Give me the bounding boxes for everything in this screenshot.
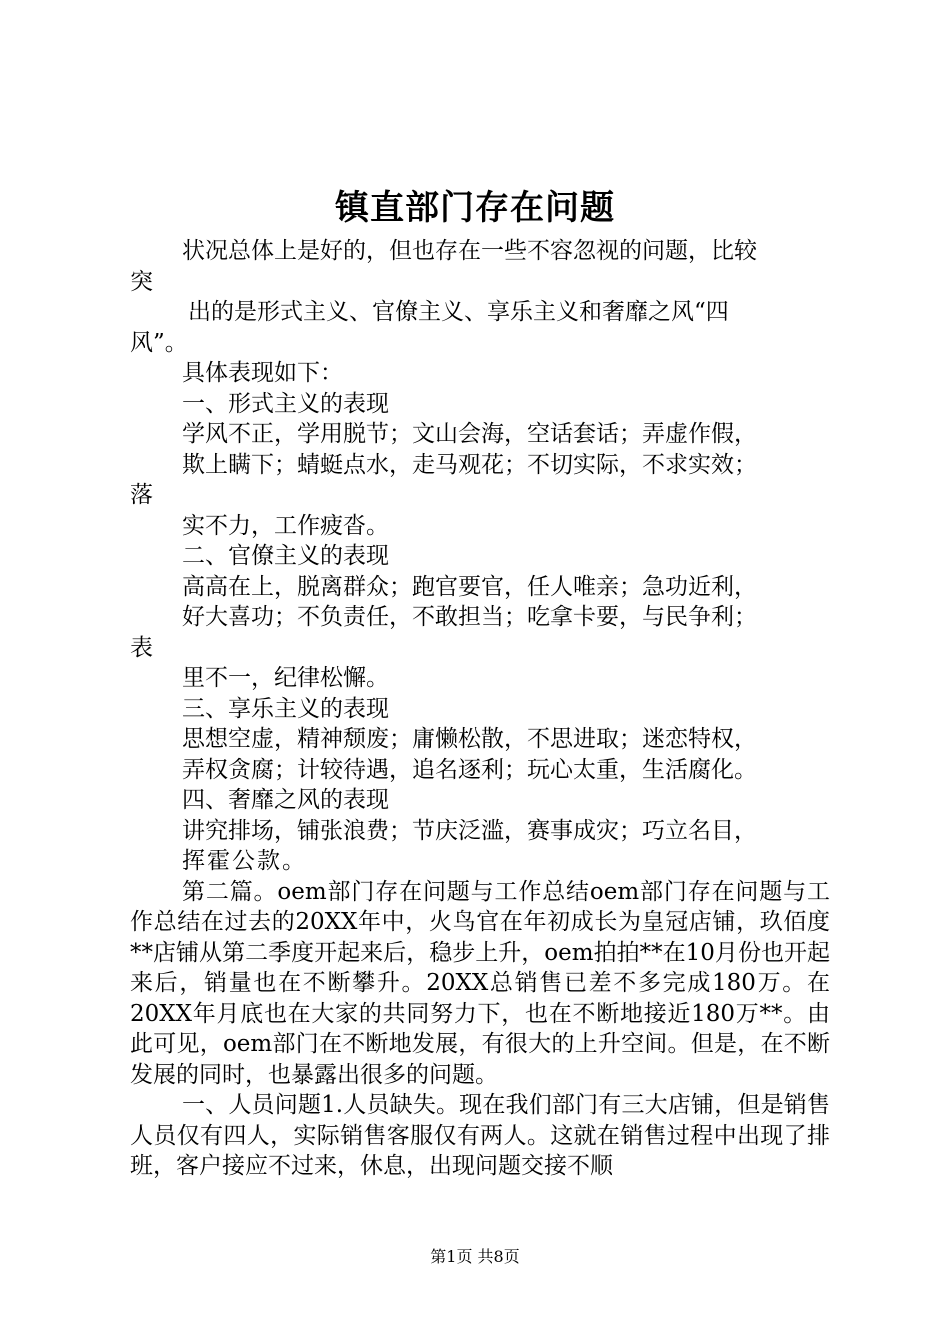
document-title: 镇直部门存在问题: [335, 188, 615, 228]
paragraph-personnel-issue: 一、人员问题1.人员缺失。现在我们部门有三大店铺，但是销售人员仅有四人，实际销售客服仅有两人。这就在销售过程中出现了排班，客户接应不过来，休息，出现问题交接不顺: [130, 1092, 830, 1179]
text-line: 弄权贪腐；计较待遇，追名逐利；玩心太重，生活腐化。: [182, 756, 757, 783]
text-line: 思想空虚，精神颓废；庸懒松散，不思进取；迷恋特权，: [182, 726, 757, 752]
text-line: 里不一，纪律松懈。: [182, 665, 389, 691]
page-footer: 第1页 共8页: [430, 1247, 520, 1266]
text-line: 表: [130, 634, 153, 661]
text-line: 讲究排场，铺张浪费；节庆泛滥，赛事成灾；巧立名目，: [182, 817, 757, 844]
text-line: 突: [130, 268, 153, 295]
section-heading: 二、官僚主义的表现: [182, 543, 389, 569]
paragraph-second-article: 第二篇。oem部门存在问题与工作总结oem部门存在问题与工作总结在过去的20XX年中，火鸟官在年初成长为皇冠店铺，玖佰度**店铺从第二季度开起来后，稳步上升，oem拍拍**在10月份也开起来后，销量也在不断攀升。20XX总销售已差不多完成180万。在20XX年月底也在大家的共同努力下，也在不断地接近180万**。由此可见，oem部门在不断地发展，有很大的上升空间。但是，在不断发展的同时，也暴露出很多的问题。: [130, 878, 830, 1088]
document-body: [130, 236, 830, 1182]
text-line: 状况总体上是好的，但也存在一些不容忽视的问题，比较: [182, 238, 757, 264]
text-line: 落: [130, 482, 153, 508]
text-line: 好大喜功；不负责任，不敢担当；吃拿卡要，与民争利；: [182, 604, 757, 630]
text-line: 欺上瞒下；蜻蜓点水，走马观花；不切实际，不求实效；: [182, 451, 757, 478]
text-line: 风”。: [130, 329, 188, 356]
section-heading: 三、享乐主义的表现: [182, 695, 389, 722]
text-line: 学风不正，学用脱节；文山会海，空话套话；弄虚作假，: [182, 421, 757, 447]
section-heading: 四、奢靡之风的表现: [182, 787, 389, 813]
text-line: 高高在上，脱离群众；跑官要官，任人唯亲；急功近利，: [182, 573, 757, 600]
section-heading: 一、形式主义的表现: [182, 390, 389, 417]
text-line: 出的是形式主义、官僚主义、享乐主义和奢靡之风“四: [188, 299, 729, 325]
text-line: 挥霍公款。: [182, 848, 307, 874]
text-line: 实不力，工作疲沓。: [182, 512, 389, 539]
text-line: 具体表现如下：: [182, 360, 343, 386]
